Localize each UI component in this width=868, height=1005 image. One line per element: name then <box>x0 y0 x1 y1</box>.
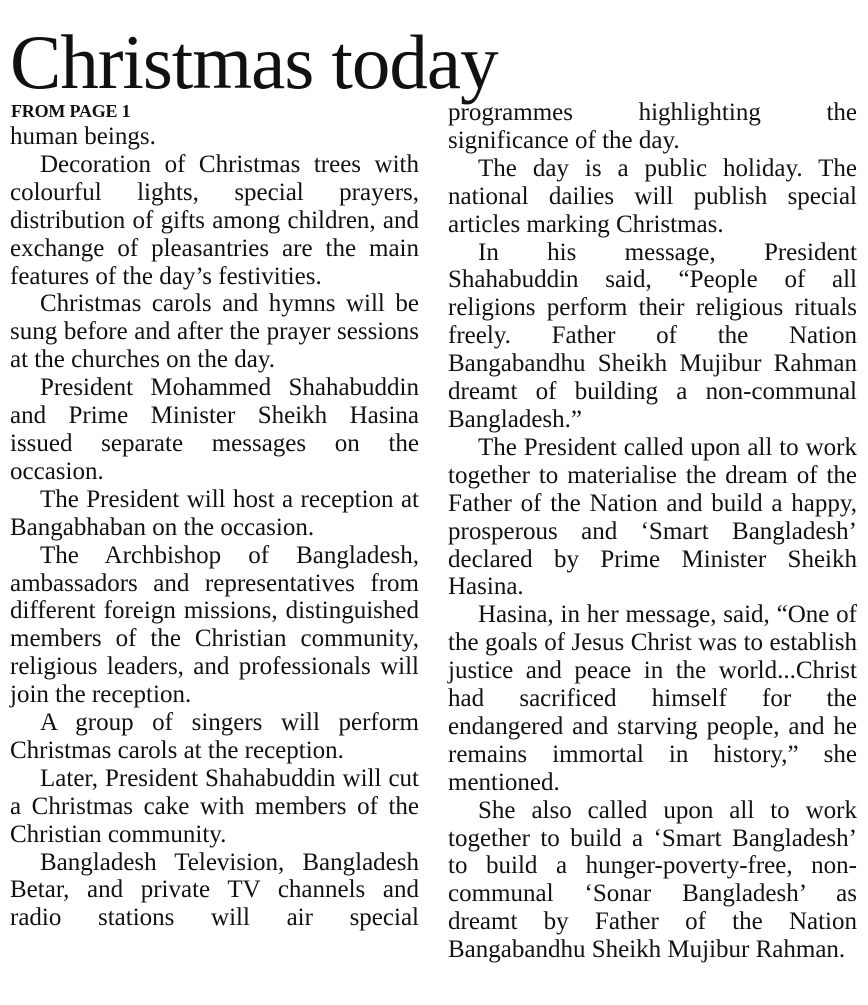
paragraph: Hasina, in her message, said, “One of the goals of Jesus Christ was to establish justice and peace in the world...Christ had sacrificed himself for the endangered and starving people, and he remains immortal in history,” she mentioned. <box>448 601 857 796</box>
paragraph: Later, President Shahabuddin will cut a Christmas cake with members of the Christian community. <box>10 764 419 848</box>
jump-label: FROM PAGE 1 <box>11 101 131 121</box>
paragraph: human beings. <box>10 123 156 150</box>
article-column-right <box>448 99 857 964</box>
paragraph: Christmas carols and hymns will be sung before and after the prayer sessions at the churches on the day. <box>10 290 419 374</box>
paragraph: In his message, President Shahabuddin said, “People of all religions perform their religious rituals freely. Father of the Nation Bangabandhu Sheikh Mujibur Rahman dreamt of building a non-communal Bangladesh.” <box>448 238 857 433</box>
paragraph: The day is a public holiday. The national dailies will publish special articles marking Christmas. <box>448 154 857 238</box>
article-column-left <box>10 123 419 932</box>
paragraph: The President called upon all to work together to materialise the dream of the Father of the Nation and build a happy, prosperous and ‘Smart Bangladesh’ declared by Prime Minister Sheikh Hasina. <box>448 433 857 601</box>
paragraph: The Archbishop of Bangladesh, ambassadors and representatives from different foreign missions, distinguished members of the Christian community, religious leaders, and professionals will join the reception. <box>10 541 419 709</box>
paragraph: The President will host a reception at Bangabhaban on the occasion. <box>10 485 419 541</box>
paragraph: Decoration of Christmas trees with colourful lights, special prayers, distribution of gifts among children, and exchange of pleasantries are the main features of the day’s festivities. <box>10 150 419 290</box>
paragraph: A group of singers will perform Christmas carols at the reception. <box>10 709 419 764</box>
headline: Christmas today <box>10 19 498 105</box>
paragraph: Bangladesh Television, Bangladesh Betar, and private TV channels and radio stations will air special <box>10 848 419 932</box>
paragraph: President Mohammed Shahabuddin and Prime Minister Sheikh Hasina issued separate messages on the occasion. <box>10 374 419 485</box>
paragraph: She also called upon all to work together to build a ‘Smart Bangladesh’ to build a hunger-poverty-free, non-communal ‘Sonar Bangladesh’ as dreamt by Father of the Nation Bangabandhu Sheikh Mujibur Rahman. <box>448 796 857 964</box>
paragraph: programmes highlighting the significance of the day. <box>448 99 857 154</box>
